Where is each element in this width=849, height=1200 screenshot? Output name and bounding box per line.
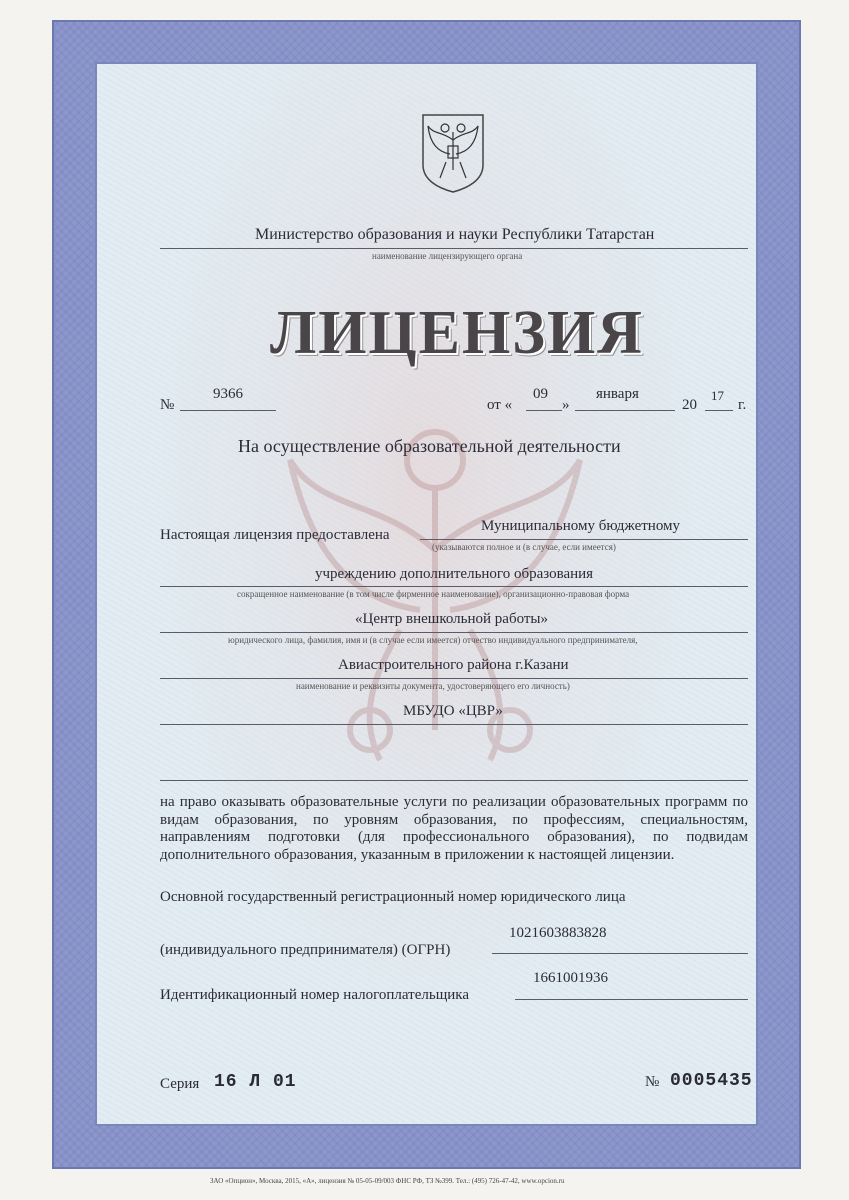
licensee-line-1-rule bbox=[420, 539, 748, 540]
date-year-line bbox=[705, 410, 733, 411]
number-line bbox=[180, 410, 276, 411]
form-number-label: № bbox=[645, 1074, 660, 1090]
number-label: № bbox=[160, 397, 175, 413]
blank-line-1 bbox=[160, 780, 748, 781]
date-quote-close: » bbox=[562, 397, 570, 413]
date-month: января bbox=[596, 386, 639, 402]
form-number: 0005435 bbox=[670, 1071, 753, 1091]
ogrn-label-2: (индивидуального предпринимателя) (ОГРН) bbox=[160, 942, 451, 958]
ogrn-label-1: Основной государственный регистрационный номер юридического лица bbox=[160, 889, 626, 905]
inn-line bbox=[515, 999, 748, 1000]
licensee-line-3-rule bbox=[160, 632, 748, 633]
series-label: Серия bbox=[160, 1076, 200, 1092]
date-day: 09 bbox=[533, 386, 548, 402]
licensee-hint-2: сокращенное наименование (в том числе фирменное наименование), организационно-правовая форма bbox=[237, 589, 630, 599]
license-number: 9366 bbox=[213, 386, 243, 402]
licensee-line-3: «Центр внешкольной работы» bbox=[355, 611, 549, 627]
date-prefix: от « bbox=[487, 397, 513, 413]
licensee-short-name: МБУДО «ЦВР» bbox=[403, 703, 503, 719]
watermark-eagle-icon bbox=[280, 400, 590, 800]
coat-of-arms-icon bbox=[418, 110, 488, 194]
date-day-line bbox=[526, 410, 562, 411]
licensee-line-2-rule bbox=[160, 586, 748, 587]
authority-name: Министерство образования и науки Республики Татарстан bbox=[255, 226, 655, 243]
authority-hint: наименование лицензирующего органа bbox=[372, 251, 523, 261]
printer-info: ЗАО «Опцион», Москва, 2015, «А», лицензия № 05-05-09/003 ФНС РФ, ТЗ №399. Тел.: (495) 726-47-42, www.opcion.ru bbox=[210, 1177, 565, 1185]
activity-title: На осуществление образовательной деятельности bbox=[238, 436, 621, 456]
licensee-hint-1: (указываются полное и (в случае, если имеется) bbox=[432, 542, 616, 552]
document-title: ЛИЦЕНЗИЯ bbox=[270, 299, 644, 367]
licensee-line-5-rule bbox=[160, 724, 748, 725]
date-year-suffix: 17 bbox=[711, 388, 724, 403]
licensee-hint-4: наименование и реквизиты документа, удостоверяющего его личность) bbox=[296, 681, 570, 691]
series-value: 16 Л 01 bbox=[214, 1072, 297, 1092]
date-g: г. bbox=[738, 397, 747, 413]
inn-value: 1661001936 bbox=[533, 970, 608, 986]
licensee-line-4-rule bbox=[160, 678, 748, 679]
licensee-line-2: учреждению дополнительного образования bbox=[315, 566, 594, 582]
licensee-line-1: Муниципальному бюджетному bbox=[481, 518, 681, 534]
ogrn-line bbox=[492, 953, 748, 954]
granted-label: Настоящая лицензия предоставлена bbox=[160, 527, 390, 543]
licensee-line-4: Авиастроительного района г.Казани bbox=[338, 657, 569, 673]
inn-label: Идентификационный номер налогоплательщика bbox=[160, 987, 470, 1003]
rights-paragraph: на право оказывать образовательные услуги по реализации образовательных программ по видам образования, по уровням образования, по профессиям, специальностям, направлениям подготовки (для профессионального образования), по подвидам дополнительного образования, указанным в приложении к настоящей лицензии. bbox=[160, 794, 748, 863]
licensee-hint-3: юридического лица, фамилия, имя и (в случае если имеется) отчество индивидуального предпринимателя, bbox=[228, 635, 638, 645]
authority-line bbox=[160, 248, 748, 249]
date-month-line bbox=[575, 410, 675, 411]
date-year-prefix: 20 bbox=[682, 397, 697, 413]
ogrn-value: 1021603883828 bbox=[509, 925, 607, 941]
